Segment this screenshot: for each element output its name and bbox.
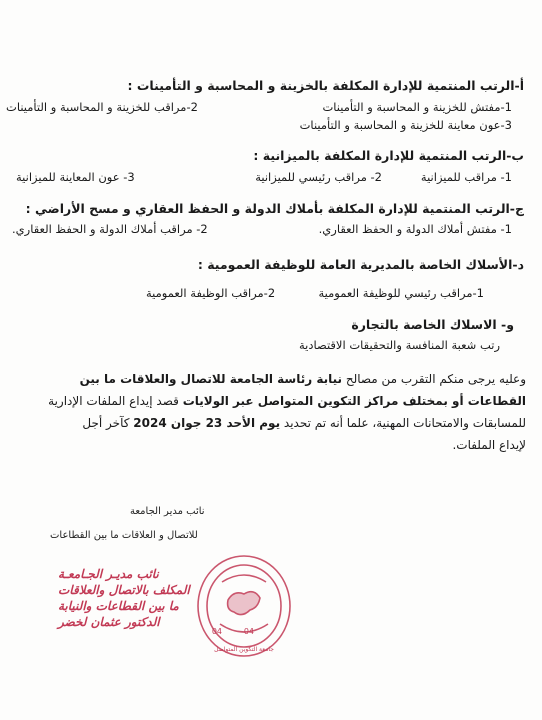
closing-line-3: [0, 416, 526, 430]
closing-line-3-end: كآخر أجل: [82, 416, 130, 430]
seal-number-right: 04: [243, 627, 254, 636]
section-b-item-3: 3- عون المعاينة للميزانية: [16, 170, 135, 184]
section-b-heading: ب-الرتب المنتمية للإدارة المكلفة بالميزانية :: [253, 148, 524, 163]
stamp-line-3: ما بين القطاعات والنيابة: [58, 599, 179, 613]
section-d-heading: د-الأسلاك الخاصة بالمديرية العامة للوظيفة العمومية :: [197, 257, 524, 272]
section-c-item-1: 1- مفتش أملاك الدولة و الحفظ العقاري.: [318, 222, 512, 236]
stamp-line-2: المكلف بالاتصال والعلاقات: [58, 583, 190, 597]
seal-text: جامعة التكوين المتواصل: [214, 646, 274, 653]
section-c-item-2: 2- مراقب أملاك الدولة و الحفظ العقاري.: [12, 222, 208, 236]
closing-line-2-normal: قصد إيداع الملفات الإدارية: [48, 394, 179, 408]
section-e-item-1: رتب شعبة المنافسة والتحقيقات الاقتصادية: [299, 338, 500, 352]
closing-line-3-normal: للمسابقات والامتحانات المهنية، علما أنه تم تحديد: [283, 416, 526, 430]
section-d-item-2: 2-مراقب الوظيفة العمومية: [146, 286, 276, 300]
section-b-item-2: 2- مراقب رئيسي للميزانية: [255, 170, 382, 184]
section-c-heading: ج-الرتب المنتمية للإدارة المكلفة بأملاك الدولة و الحفظ العقاري و مسح الأراضي :: [25, 201, 524, 216]
section-a-item-3: 3-عون معاينة للخزينة و المحاسبة و التأمينات: [299, 118, 512, 132]
section-e-heading: و- الاسلاك الخاصة بالتجارة: [351, 317, 514, 332]
closing-line-2-bold: القطاعات أو بمختلف مراكز التكوين المتواصل عبر الولايات: [182, 394, 526, 408]
signature-title-2: للاتصال و العلاقات ما بين القطاعات: [50, 530, 198, 541]
stamp-line-4: الدكتور عثمان لخضر: [58, 615, 160, 629]
official-seal-icon: [192, 548, 292, 660]
section-a-item-2: 2-مراقب للخزينة و المحاسبة و التأمينات: [6, 100, 198, 114]
closing-line-1: [0, 372, 526, 386]
signature-title-1: نائب مدير الجامعة: [130, 506, 205, 517]
closing-line-4: لإيداع الملفات.: [452, 438, 526, 452]
seal-number: 04: [211, 627, 222, 636]
section-b-item-1: 1- مراقب للميزانية: [420, 170, 512, 184]
closing-line-2: [0, 394, 526, 408]
section-d-item-1: 1-مراقب رئيسي للوظيفة العمومية: [318, 286, 484, 300]
section-a-heading: أ-الرتب المنتمية للإدارة المكلفة بالخزينة و المحاسبة و التأمينات :: [127, 78, 524, 93]
closing-line-1-normal: وعليه يرجى منكم التقرب من مصالح: [345, 372, 526, 386]
closing-line-1-bold: نيابة رئاسة الجامعة للاتصال والعلاقات ما بين: [79, 372, 343, 386]
deadline-date: يوم الأحد 23 جوان 2024: [133, 416, 281, 430]
stamp-line-1: نائب مديـر الجـامعـة: [58, 567, 159, 581]
section-a-item-1: 1-مفتش للخزينة و المحاسبة و التأمينات: [322, 100, 512, 114]
